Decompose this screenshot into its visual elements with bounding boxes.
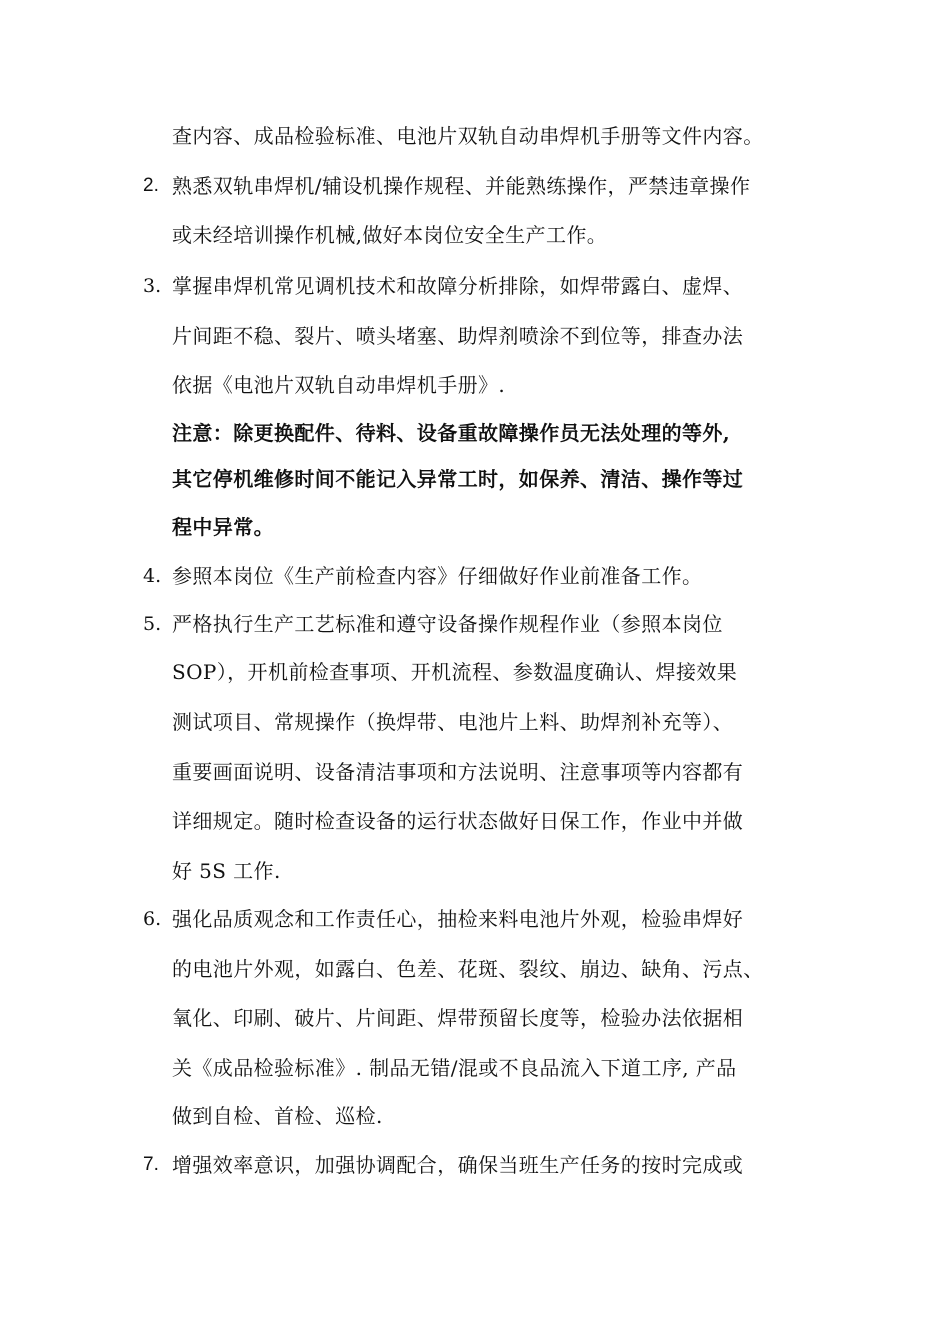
text-line: 或未经培训操作机械,做好本岗位安全生产工作。: [172, 223, 608, 247]
text-line: 严格执行生产工艺标准和遵守设备操作规程作业（参照本岗位: [172, 612, 723, 636]
text-line: 强化品质观念和工作责任心，抽检来料电池片外观，检验串焊好: [172, 907, 744, 931]
text-line: 好 5S 工作.: [172, 859, 281, 883]
text-line: 片间距不稳、裂片、喷头堵塞、助焊剂喷涂不到位等，排查办法: [172, 324, 744, 348]
text-line: 参照本岗位《生产前检查内容》仔细做好作业前准备工作。: [172, 564, 703, 588]
list-number: 6.: [143, 908, 162, 930]
text-line: SOP），开机前检查事项、开机流程、参数温度确认、焊接效果: [172, 660, 738, 684]
text-line: 详细规定。随时检查设备的运行状态做好日保工作，作业中并做: [172, 809, 744, 833]
text-line: 测试项目、常规操作（换焊带、电池片上料、助焊剂补充等）、: [172, 710, 734, 734]
text-line: 的电池片外观，如露白、色差、花斑、裂纹、崩边、缺角、污点、: [172, 957, 764, 981]
text-line: 关《成品检验标准》. 制品无错/混或不良品流入下道工序, 产品: [172, 1056, 737, 1080]
note-line: 其它停机维修时间不能记入异常工时，如保养、清洁、操作等过: [172, 467, 744, 491]
text-line: 增强效率意识，加强协调配合，确保当班生产任务的按时完成或: [172, 1153, 744, 1177]
list-number: 2.: [143, 175, 159, 196]
list-number: 7.: [143, 1154, 159, 1175]
text-line: 依据《电池片双轨自动串焊机手册》.: [172, 373, 506, 397]
list-number: 3.: [143, 275, 162, 297]
note-line: 程中异常。: [172, 515, 274, 539]
note-line: 注意：除更换配件、待料、设备重故障操作员无法处理的等外,: [172, 421, 731, 445]
list-number: 5.: [143, 613, 162, 635]
text-line: 查内容、成品检验标准、电池片双轨自动串焊机手册等文件内容。: [172, 124, 764, 148]
text-line: 熟悉双轨串焊机/辅设机操作规程、并能熟练操作，严禁违章操作: [172, 174, 751, 198]
text-line: 重要画面说明、设备清洁事项和方法说明、注意事项等内容都有: [172, 760, 744, 784]
text-line: 做到自检、首检、巡检.: [172, 1104, 383, 1128]
text-line: 掌握串焊机常见调机技术和故障分析排除，如焊带露白、虚焊、: [172, 274, 744, 298]
list-number: 4.: [143, 565, 162, 587]
text-line: 氧化、印刷、破片、片间距、焊带预留长度等，检验办法依据相: [172, 1006, 744, 1030]
